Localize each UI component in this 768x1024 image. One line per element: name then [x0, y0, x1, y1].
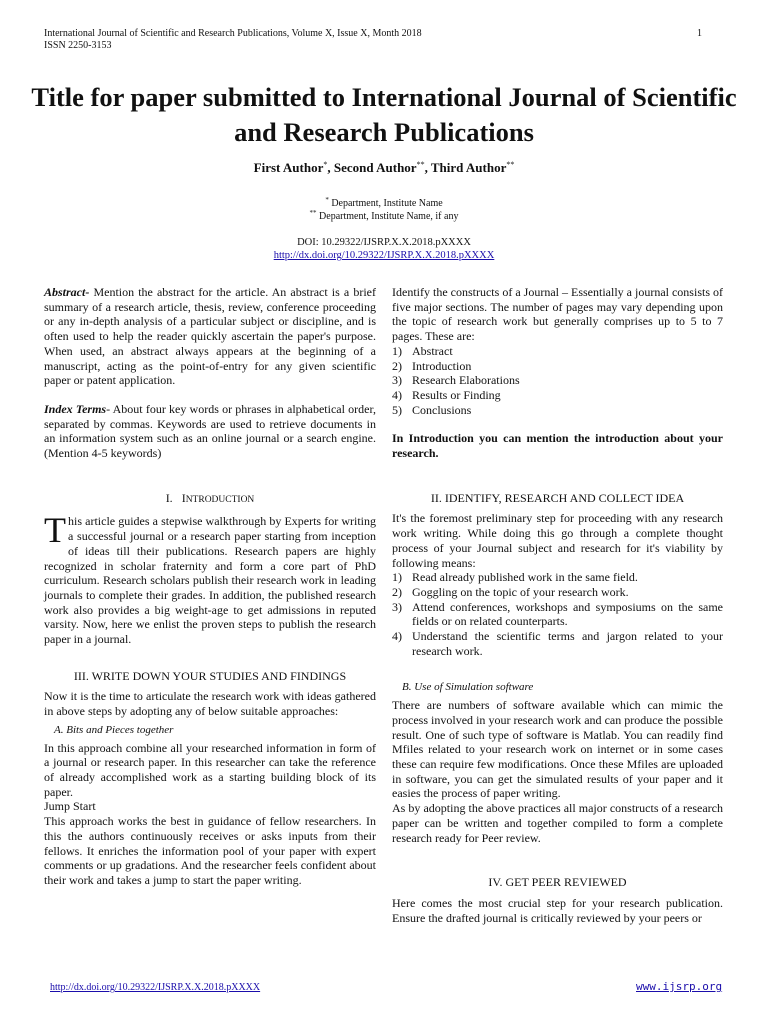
list-item: 2) Goggling on the topic of your research work.	[392, 584, 629, 599]
abstract	[44, 285, 376, 388]
author-first-mark: *	[323, 160, 328, 169]
right-column	[392, 285, 723, 925]
author-third: , Third Author	[424, 160, 507, 175]
list-item: 1) Abstract	[392, 343, 453, 358]
intro-numeral: I.	[165, 490, 173, 505]
page-number: 1	[697, 28, 702, 39]
section-3-intro: Now it is the time to articulate the research work with ideas gathered in above steps by adopting any of below suitable approaches:	[44, 689, 376, 719]
doi-label: DOI: 10.29322/IJSRP.X.X.2018.pXXXX	[297, 237, 471, 248]
section-2-heading: II. IDENTIFY, RESEARCH AND COLLECT IDEA	[430, 490, 685, 505]
author-list	[0, 160, 768, 176]
author-second: , Second Author	[327, 160, 417, 175]
jump-start-paragraph: This approach works the best in guidance of fellow researchers. In this the authors continuously receives or asks inputs from their fellows. It enriches the information pool of your paper with expert comments or up gradations. And the researcher feels confident about their work and takes a jump to start the paper writing.	[44, 814, 376, 887]
affiliation-2-mark: **	[309, 209, 317, 217]
affiliation-1	[0, 196, 768, 209]
index-terms-text: - About four key words or phrases in alphabetical order, separated by commas. Keywords are used to retrieve documents in an information system such as an online journal or a search engine. (Mention 4-5 keywords)	[44, 401, 377, 461]
intro-dropcap: T	[44, 510, 66, 551]
left-column	[44, 285, 376, 888]
subsection-a-paragraph: In this approach combine all your researched information in form of a journal or research paper. In this researcher can take the reference of already accomplished work as a starting building block of its paper.	[44, 740, 376, 799]
list-item: 4) Results or Finding	[392, 387, 501, 402]
jump-start-label: Jump Start	[44, 799, 96, 814]
abstract-text: Mention the abstract for the article. An abstract is a brief summary of a research article, thesis, review, conference proceeding or any in-depth analysis of a particular subject or discipline, and is often used to help the reader quickly ascertain the paper's purpose. When used, an abstract always appears at the beginning of a manuscript, acting as the point-of-entry for any given scientific paper or patent application.	[44, 285, 376, 388]
section-4-paragraph: Here comes the most crucial step for your research publication. Ensure the drafted journal is critically reviewed by your peers or	[392, 895, 723, 925]
abstract-label: Abstract-	[44, 285, 90, 299]
list-item: 3) Attend conferences, workshops and symposiums on the same fields or on related counterparts.	[392, 599, 723, 629]
section-3-heading: III. WRITE DOWN YOUR STUDIES AND FINDINGS	[73, 668, 347, 683]
section-2-list	[392, 570, 723, 658]
journal-header	[44, 28, 422, 52]
intro-heading-first: I	[181, 490, 186, 505]
footer-site-link[interactable]: www.ijsrp.org	[636, 980, 723, 993]
section-introduction-heading	[44, 491, 376, 508]
subsection-b-paragraph-1: There are numbers of software available which can mimic the process involved in your research work and can produce the possible result. One of such type of software is Matlab. You can readily find Mfiles related to your research work on internet or in some cases these can require few modifications. Once these Mfiles are uploaded in software, you can get the simulated results of your paper and it easies the process of paper writing.	[392, 698, 723, 801]
author-second-mark: **	[416, 160, 425, 169]
journal-sections-list	[392, 344, 723, 418]
footer-doi-link[interactable]: http://dx.doi.org/10.29322/IJSRP.X.X.2018.pXXXX	[50, 982, 261, 993]
subsection-a-heading: A. Bits and Pieces together	[54, 723, 174, 736]
affiliation-2-text: Department, Institute Name, if any	[316, 211, 459, 222]
affiliation-2	[0, 209, 768, 222]
list-item: 2) Introduction	[392, 358, 472, 373]
affiliation-1-text: Department, Institute Name	[328, 198, 443, 209]
list-item: 5) Conclusions	[392, 402, 472, 417]
journal-line: International Journal of Scientific and Research Publications, Volume X, Issue X, Month 2018	[44, 28, 422, 39]
issn: ISSN 2250-3153	[44, 40, 112, 51]
index-terms-label: Index Terms	[44, 401, 107, 416]
list-item: 4) Understand the scientific terms and jargon related to your research work.	[392, 629, 723, 658]
subsection-b-heading: B. Use of Simulation software	[402, 681, 534, 694]
doi-link[interactable]: http://dx.doi.org/10.29322/IJSRP.X.X.2018.pXXXX	[273, 250, 495, 261]
index-terms	[44, 402, 376, 461]
section-2-paragraph: It's the foremost preliminary step for proceeding with any research work writing. While doing this go through a complete thought process of your Journal subject and research for it's viability by following means:	[392, 511, 723, 570]
subsection-b-paragraph-2: As by adopting the above practices all major constructs of a research paper can be written and together compiled to form a complete research ready for Peer review.	[392, 801, 723, 845]
journal-constructs-intro: Identify the constructs of a Journal – Essentially a journal consists of five major sections. The number of pages may vary depending upon the topic of research work but generally comprises up to 5 to 7 pages. These are:	[392, 285, 723, 344]
paper-title: Title for paper submitted to International Journal of Scientific and Research Publications	[31, 82, 737, 147]
introduction-note: In Introduction you can mention the introduction about your research.	[392, 431, 723, 461]
author-first: First Author	[253, 160, 324, 175]
section-4-heading: IV. GET PEER REVIEWED	[488, 875, 627, 890]
intro-text: his article guides a stepwise walkthrough by Experts for writing a successful journal or a research paper starting from inception of ideas till their publications. Research papers are highly recognized in scholar fraternity and form a core part of PhD curriculum. Research scholars publish their research work in leading journals to complete their grades. In addition, the published research work also provides a big weight-age to get admissions in reputed varsity. Now, here we enlist the proven steps to publish the research paper in a journal.	[44, 514, 376, 647]
affiliation-1-mark: *	[325, 196, 329, 204]
author-third-mark: **	[506, 160, 515, 169]
intro-heading-rest: NTRODUCTION	[185, 494, 255, 505]
introduction-paragraph	[44, 510, 376, 647]
list-item: 3) Research Elaborations	[392, 373, 520, 388]
list-item: 1) Read already published work in the same field.	[392, 570, 638, 585]
